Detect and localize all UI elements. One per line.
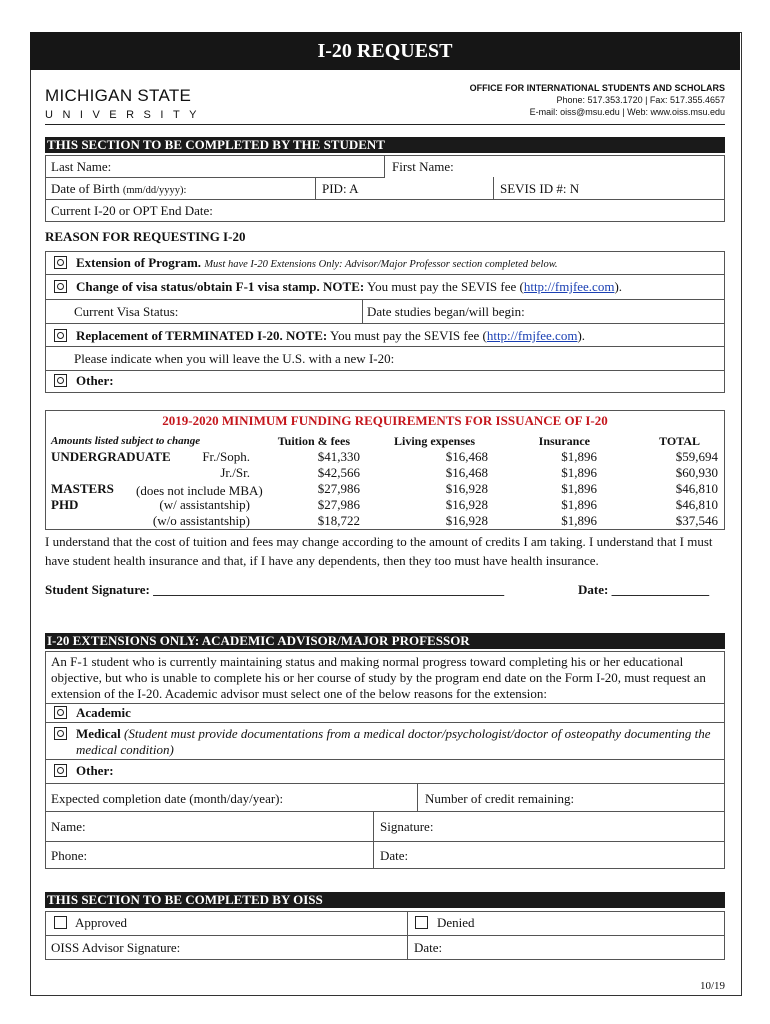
change-visa-note: You must pay the SEVIS fee (	[366, 279, 524, 294]
extension-option	[76, 255, 558, 273]
student-section-header: THIS SECTION TO BE COMPLETED BY THE STUDENT	[45, 137, 725, 153]
replacement-checkbox[interactable]	[54, 329, 67, 342]
advisor-other-checkbox[interactable]	[54, 764, 67, 777]
office-email: E-mail: oiss@msu.edu | Web: www.oiss.msu.edu	[529, 107, 725, 117]
total-value: $59,694	[675, 449, 718, 464]
medical-option	[76, 726, 716, 758]
extension-label: Extension of Program.	[76, 255, 202, 270]
extension-note: Must have I-20 Extensions Only: Advisor/Major Professor section completed below.	[204, 259, 558, 270]
replacement-note-bold: . NOTE:	[279, 328, 328, 343]
advisor-intro: An F-1 student who is currently maintaining status and making normal progress toward completing his or her educational objective, but who is unable to complete his or her course of study by the program end date on the Form I-20, must request an extension of the I-20. Academic advisor must select one of the below reasons for the extension:	[51, 654, 706, 701]
col-tuition: Tuition & fees	[277, 434, 350, 448]
row-label: Jr./Sr.	[220, 465, 250, 480]
oiss-advisor-signature-field[interactable]: OISS Advisor Signature:	[51, 940, 181, 955]
medical-label: Medical	[76, 726, 121, 741]
living-value: $16,928	[445, 497, 488, 512]
total-value: $37,546	[675, 513, 718, 528]
medical-checkbox[interactable]	[54, 727, 67, 740]
other-checkbox[interactable]	[54, 374, 67, 387]
tuition-value: $41,330	[317, 449, 360, 464]
date-began-field[interactable]: Date studies began/will begin:	[367, 304, 525, 319]
sevis-id-field[interactable]: SEVIS ID #: N	[500, 181, 580, 196]
sevis-fee-link-2[interactable]: http://fmjfee.com	[486, 328, 578, 343]
logo-line1: MICHIGAN STATE	[45, 86, 192, 105]
office-phone: Phone: 517.353.1720 | Fax: 517.355.4657	[556, 95, 725, 105]
student-date-line[interactable]: Date: _______________	[578, 582, 710, 597]
insurance-value: $1,896	[561, 449, 597, 464]
academic-label: Academic	[76, 705, 131, 720]
divider	[45, 124, 725, 125]
denied-label: Denied	[437, 915, 475, 930]
end-date-field[interactable]: Current I-20 or OPT End Date:	[51, 203, 213, 218]
current-visa-field[interactable]: Current Visa Status:	[74, 304, 179, 319]
advisor-signature-field[interactable]: Signature:	[380, 819, 434, 834]
insurance-value: $1,896	[561, 513, 597, 528]
change-visa-label: Change of visa status/obtain F-1 visa stamp. NOTE:	[76, 279, 365, 294]
credits-remaining-field[interactable]: Number of credit remaining:	[425, 791, 575, 806]
col-insurance: Insurance	[538, 434, 590, 448]
dob-format: (mm/dd/yyyy):	[122, 185, 187, 196]
change-visa-option	[76, 279, 622, 295]
first-name-field[interactable]: First Name:	[392, 159, 454, 174]
medical-note: (Student must provide documentations from a medical doctor/psychologist/doctor of osteopathy documenting the medical condition)	[76, 726, 711, 757]
total-value: $60,930	[675, 465, 718, 480]
row-label: (w/ assistantship)	[159, 497, 250, 512]
advisor-section-header: I-20 EXTENSIONS ONLY: ACADEMIC ADVISOR/MAJOR PROFESSOR	[45, 633, 725, 649]
replacement-option	[76, 328, 585, 344]
sevis-fee-link[interactable]: http://fmjfee.com	[523, 279, 615, 294]
oiss-date-field[interactable]: Date:	[414, 940, 443, 955]
living-value: $16,468	[445, 465, 488, 480]
total-value: $46,810	[675, 497, 718, 512]
office-name: OFFICE FOR INTERNATIONAL STUDENTS AND SCHOLARS	[469, 83, 725, 93]
extension-checkbox[interactable]	[54, 256, 67, 269]
advisor-other-label[interactable]: Other:	[76, 763, 114, 778]
last-name-field[interactable]: Last Name:	[51, 159, 112, 174]
insurance-value: $1,896	[561, 481, 597, 496]
denied-checkbox[interactable]	[415, 916, 428, 929]
masters-label: MASTERS	[51, 481, 114, 496]
col-total: TOTAL	[659, 434, 700, 448]
logo-line2: UNIVERSITY	[45, 109, 207, 121]
approved-checkbox[interactable]	[54, 916, 67, 929]
tuition-value: $27,986	[317, 497, 360, 512]
page-title: I-20 REQUEST	[30, 32, 740, 70]
phd-label: PHD	[51, 497, 79, 512]
living-value: $16,928	[445, 481, 488, 496]
replacement-note: You must pay the SEVIS fee (	[329, 328, 487, 343]
insurance-value: $1,896	[561, 465, 597, 480]
dob-label: Date of Birth	[51, 181, 120, 196]
dob-field[interactable]	[51, 181, 186, 199]
close-paren-2: ).	[577, 328, 586, 343]
advisor-name-field[interactable]: Name:	[51, 819, 86, 834]
col-living: Living expenses	[393, 434, 475, 448]
other-label[interactable]: Other:	[76, 373, 114, 388]
form-version: 10/19	[700, 980, 726, 992]
office-info	[470, 82, 725, 118]
funding-title: 2019-2020 MINIMUM FUNDING REQUIREMENTS FOR ISSUANCE OF I-20	[162, 413, 608, 428]
row-label: (w/o assistantship)	[152, 513, 250, 528]
change-visa-checkbox[interactable]	[54, 280, 67, 293]
oiss-section-header: THIS SECTION TO BE COMPLETED BY OISS	[45, 892, 725, 908]
living-value: $16,928	[445, 513, 488, 528]
student-signature-line[interactable]: Student Signature: ______________________________________________________	[45, 582, 505, 597]
tuition-value: $42,566	[317, 465, 360, 480]
tuition-value: $18,722	[317, 513, 360, 528]
advisor-date-field[interactable]: Date:	[380, 848, 409, 863]
approved-label: Approved	[75, 915, 127, 930]
pid-field[interactable]: PID: A	[322, 181, 359, 196]
expected-completion-field[interactable]: Expected completion date (month/day/year):	[51, 791, 284, 806]
close-paren: ).	[614, 279, 623, 294]
undergrad-label: UNDERGRADUATE	[51, 449, 171, 464]
understand-statement: I understand that the cost of tuition and fees may change according to the amount of credits I am taking. I understand that I must have student health insurance and that, if I have any dependents, then they too must have health insurance.	[45, 534, 713, 568]
row-label: Fr./Soph.	[202, 449, 250, 464]
tuition-value: $27,986	[317, 481, 360, 496]
living-value: $16,468	[445, 449, 488, 464]
replacement-label: Replacement of TERMINATED I-20	[76, 328, 280, 343]
masters-note: (does not include MBA)	[136, 483, 263, 498]
reason-header: REASON FOR REQUESTING I-20	[45, 229, 246, 244]
leave-date-field[interactable]: Please indicate when you will leave the U.S. with a new I-20:	[74, 351, 395, 366]
advisor-phone-field[interactable]: Phone:	[51, 848, 88, 863]
funding-subject-note: Amounts listed subject to change	[51, 435, 201, 447]
msu-logo	[45, 86, 207, 121]
total-value: $46,810	[675, 481, 718, 496]
academic-checkbox[interactable]	[54, 706, 67, 719]
insurance-value: $1,896	[561, 497, 597, 512]
